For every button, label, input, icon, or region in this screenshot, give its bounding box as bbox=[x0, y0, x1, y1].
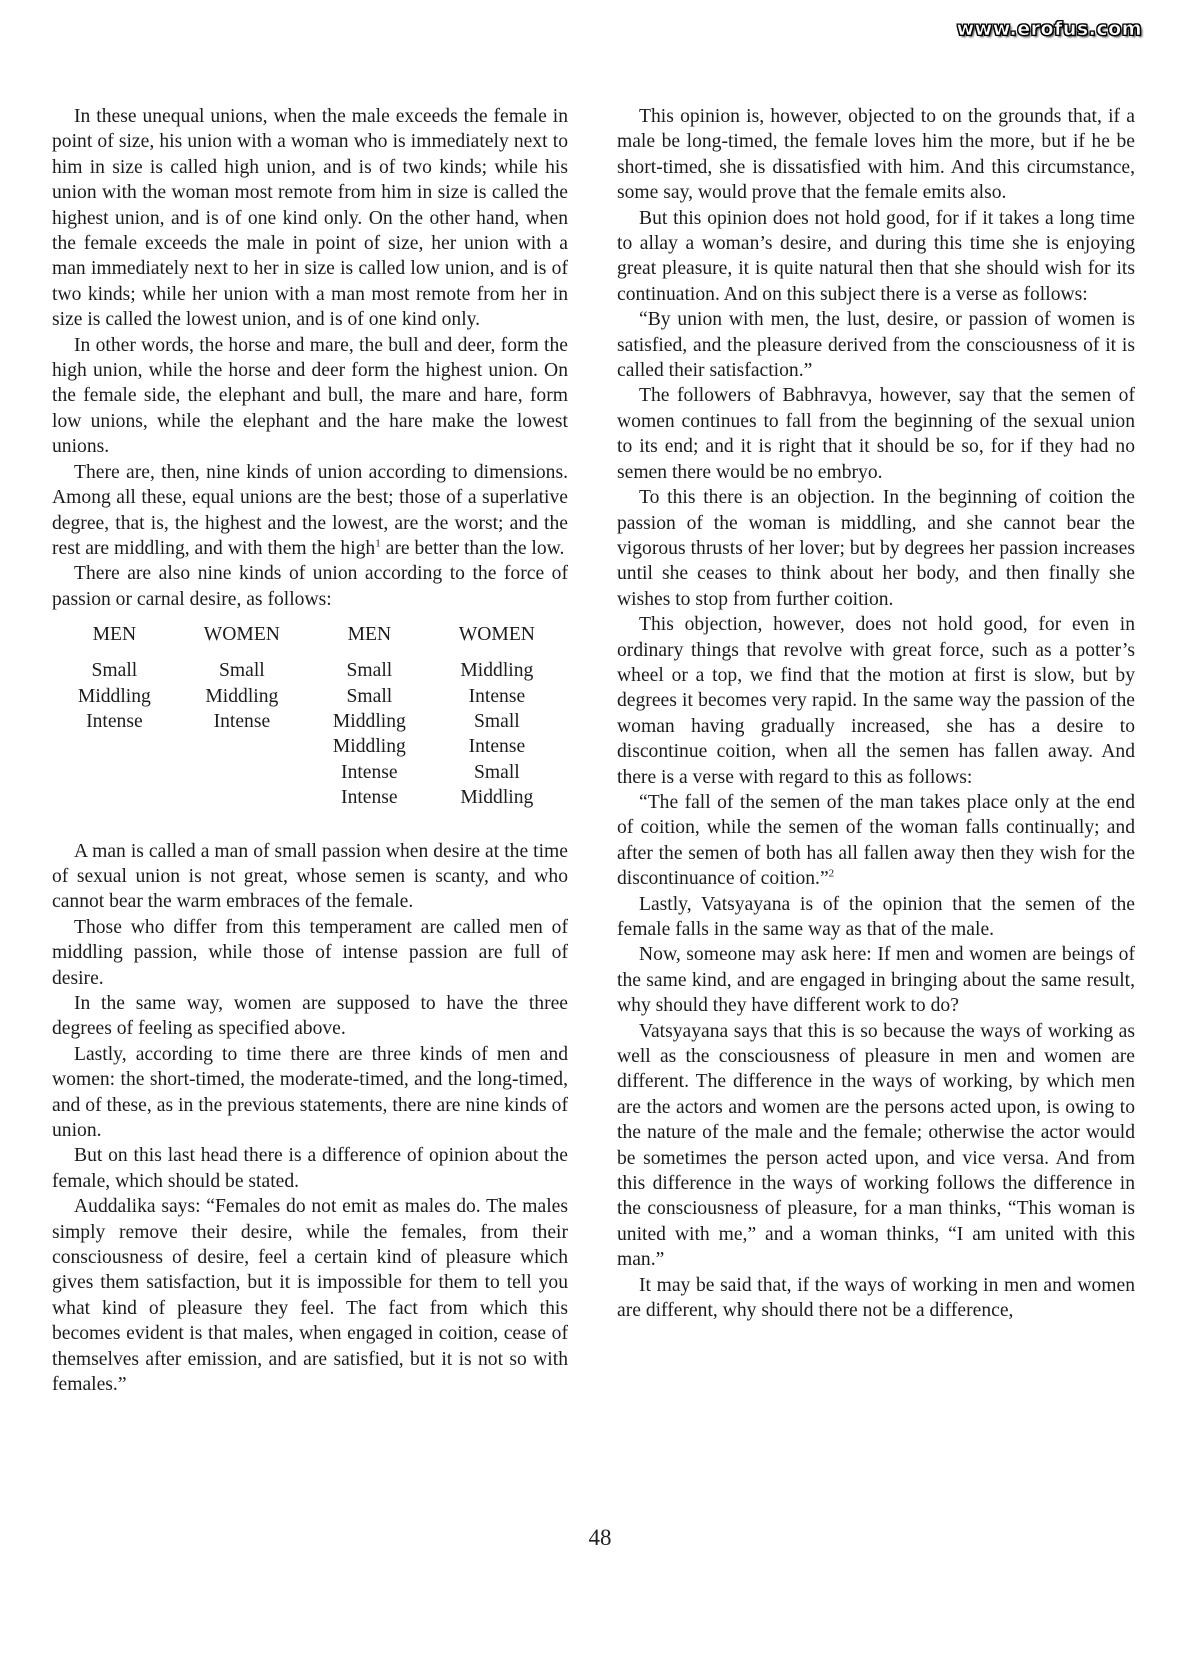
paragraph: But on this last head there is a difference of opinion about the female, which should be stated. bbox=[52, 1145, 568, 1192]
paragraph: This opinion is, however, objected to on the grounds that, if a male be long-timed, the female loves him the more, but if he be short-timed, she is dissatisfied with him. And this circumstance, some say, would prove that the female emits also. bbox=[617, 106, 1135, 204]
paragraph: Those who differ from this temperament are called men of middling passion, while those of intense passion are full of desire. bbox=[52, 916, 568, 989]
table-cell: Intense bbox=[86, 710, 143, 732]
paragraph: The followers of Babhravya, however, say that the semen of women continues to fall from the beginning of the sexual union to its end; and it is right that it should be so, for if they had no semen there would be no embryo. bbox=[617, 385, 1135, 483]
table-row bbox=[52, 734, 562, 759]
table-cell bbox=[177, 734, 307, 759]
left-column bbox=[52, 104, 568, 1398]
right-column bbox=[617, 104, 1135, 1324]
column-header: WOMEN bbox=[458, 624, 535, 646]
table-cell: Intense bbox=[341, 761, 398, 783]
table-row bbox=[52, 785, 562, 810]
table-cell: Small bbox=[473, 761, 520, 783]
table-row bbox=[52, 684, 562, 709]
table-cell: Middling bbox=[332, 736, 406, 758]
paragraph: In these unequal unions, when the male exceeds the female in point of size, his union with a woman who is immediately next to him in size is called high union, and is of two kinds; while his union with the woman most remote from him in size is called the highest union, and is of one kind only. On the other hand, when the female exceeds the male in point of size, her union with a man immediately next to her in size is called low union, and is of two kinds; while her union with a man most remote from her in size is called the lowest union, and is of one kind only. bbox=[52, 106, 568, 331]
table-cell: Small bbox=[218, 660, 265, 682]
table-cell: Small bbox=[91, 660, 138, 682]
table-cell bbox=[52, 734, 177, 759]
watermark-logo: www.erofus.com bbox=[956, 18, 1142, 40]
table-cell: Middling bbox=[77, 685, 151, 707]
table-cell: Small bbox=[346, 685, 393, 707]
paragraph: In the same way, women are supposed to have the three degrees of feeling as specified above. bbox=[52, 993, 568, 1040]
table-header-row bbox=[52, 622, 562, 658]
paragraph bbox=[52, 460, 568, 562]
paragraph: “By union with men, the lust, desire, or passion of women is satisfied, and the pleasure derived from the consciousness of it is called their satisfaction.” bbox=[617, 309, 1135, 382]
table-cell: Intense bbox=[468, 736, 526, 758]
table-row bbox=[52, 709, 562, 734]
table-cell: Middling bbox=[205, 685, 279, 707]
table-cell: Middling bbox=[460, 787, 534, 809]
paragraph-text: There are, then, nine kinds of union according to dimensions. Among all these, equal unions are the best; those of a superlative degree, that is, the highest and the lowest, are the worst; and the rest are middling, and with them the high bbox=[52, 461, 568, 559]
table-cell bbox=[177, 785, 307, 810]
table-cell: Middling bbox=[460, 660, 534, 682]
paragraph: There are also nine kinds of union according to the force of passion or carnal desire, as follows: bbox=[52, 563, 568, 610]
column-header: MEN bbox=[347, 624, 392, 646]
column-header: WOMEN bbox=[203, 624, 280, 646]
paragraph: A man is called a man of small passion when desire at the time of sexual union is not great, whose semen is scanty, and who cannot bear the warm embraces of the female. bbox=[52, 840, 568, 913]
paragraph: It may be said that, if the ways of working in men and women are different, why should there not be a difference, bbox=[617, 1274, 1135, 1322]
paragraph: To this there is an objection. In the beginning of coition the passion of the woman is middling, and she cannot bear the vigorous thrusts of her lover; but by degrees her passion increases until she ceases to think about her body, and then finally she wishes to stop from further coition. bbox=[617, 487, 1135, 610]
paragraph: Lastly, according to time there are three kinds of men and women: the short-timed, the moderate-timed, and the long-timed, and of these, as in the previous statements, there are nine kinds of union. bbox=[52, 1043, 568, 1142]
footnote-marker: 2 bbox=[828, 867, 835, 880]
paragraph bbox=[617, 790, 1135, 892]
paragraph-text: “The fall of the semen of the man takes place only at the end of coition, while the semen of the woman falls continually; and after the semen of both has all fallen away then they wish for the discontinuance of coition.” bbox=[617, 791, 1135, 890]
table-cell: Intense bbox=[213, 710, 271, 732]
footnote-marker: 1 bbox=[375, 537, 381, 550]
paragraph: Vatsyayana says that this is so because the ways of working as well as the consciousness of pleasure in men and women are different. The difference in the ways of working, by which men are the actors and women are the persons acted upon, is owing to the nature of the male and the female; otherwise the actor would be sometimes the person acted upon, and vice versa. And from this difference in the ways of working follows the difference in the consciousness of pleasure, for a man thinks, “This woman is united with me,” and a woman thinks, “I am united with this man.” bbox=[617, 1020, 1135, 1271]
table-cell: Small bbox=[473, 710, 520, 732]
table-row bbox=[52, 658, 562, 683]
table-cell: Intense bbox=[468, 685, 526, 707]
paragraph: But this opinion does not hold good, for if it takes a long time to allay a woman’s desire, and during this time she is enjoying great pleasure, it is quite natural then that she should wish for its continuation. And on this subject there is a verse as follows: bbox=[617, 207, 1135, 305]
table-cell bbox=[52, 760, 177, 785]
column-header: MEN bbox=[92, 624, 137, 646]
paragraph: Now, someone may ask here: If men and women are beings of the same kind, and are engaged in bringing about the same result, why should they have different work to do? bbox=[617, 944, 1135, 1017]
table-cell bbox=[52, 785, 177, 810]
paragraph: In other words, the horse and mare, the bull and deer, form the high union, while the horse and deer form the highest union. On the female side, the elephant and bull, the mare and hare, form low unions, while the elephant and the hare make the lowest unions. bbox=[52, 334, 568, 458]
paragraph-text: are better than the low. bbox=[380, 537, 565, 559]
paragraph: Auddalika says: “Females do not emit as males do. The males simply remove their desire, while the females, from their consciousness of desire, feel a certain kind of pleasure which gives them satisfaction, but it is impossible for them to tell you what kind of pleasure they feel. The fact from which this becomes evident is that males, when engaged in coition, cease of themselves after emission, and are satisfied, but it is not so with females.” bbox=[52, 1196, 568, 1396]
table-cell: Intense bbox=[341, 787, 398, 809]
page-number: 48 bbox=[588, 1525, 612, 1550]
table-cell: Small bbox=[346, 660, 393, 682]
table-cell bbox=[177, 760, 307, 785]
table-row bbox=[52, 760, 562, 785]
table-cell: Middling bbox=[332, 710, 406, 732]
passion-table bbox=[52, 622, 562, 810]
paragraph: Lastly, Vatsyayana is of the opinion that the semen of the female falls in the same way as that of the male. bbox=[617, 893, 1135, 940]
paragraph: This objection, however, does not hold good, for even in ordinary things that revolve with great force, such as a potter’s wheel or a top, we find that the motion at first is slow, but by degrees it becomes very rapid. In the same way the passion of the woman having gradually increased, she has a desire to discontinue coition, when all the semen has fallen away. And there is a verse with regard to this as follows: bbox=[617, 614, 1135, 788]
